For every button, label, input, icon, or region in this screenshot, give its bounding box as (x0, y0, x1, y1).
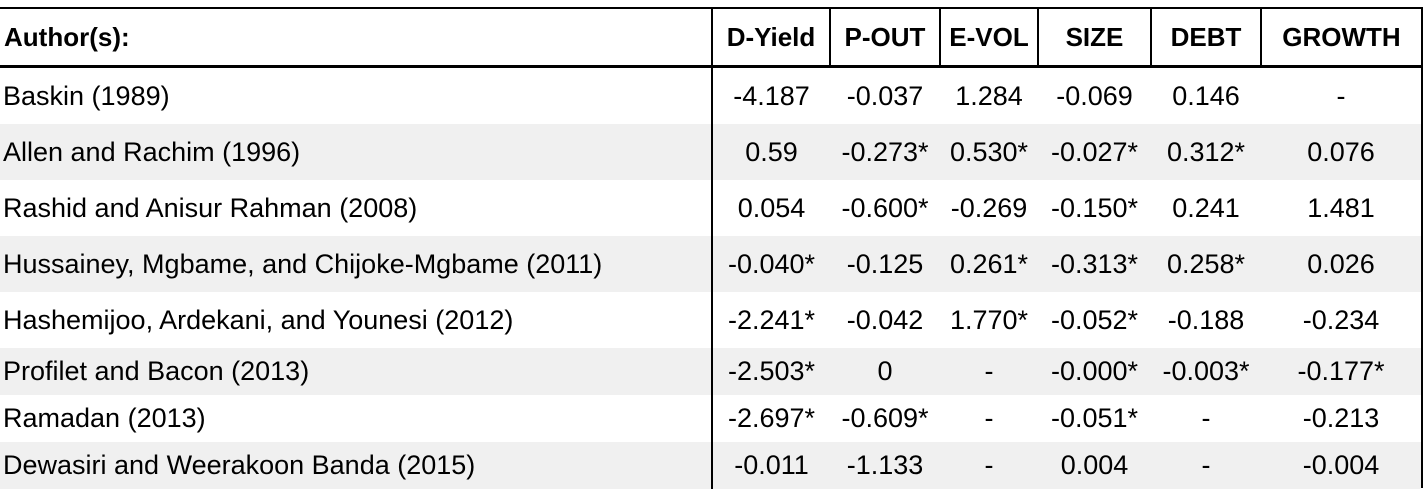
growth-cell: - (1261, 67, 1421, 125)
table-body (0, 67, 1421, 490)
d-yield-cell: -2.241* (712, 292, 830, 348)
p-out-cell: -0.037 (830, 67, 940, 125)
debt-cell: 0.241 (1151, 180, 1261, 236)
author-cell: Profilet and Bacon (2013) (0, 348, 712, 395)
size-cell: -0.313* (1038, 236, 1151, 292)
table-row (0, 180, 1421, 236)
growth-cell: 0.076 (1261, 124, 1421, 180)
author-cell: Ramadan (2013) (0, 395, 712, 442)
table-row (0, 348, 1421, 395)
growth-cell: -0.177* (1261, 348, 1421, 395)
regression-table (0, 7, 1423, 488)
column-header-p-out: P-OUT (830, 9, 940, 67)
author-cell: Dewasiri and Weerakoon Banda (2015) (0, 442, 712, 489)
size-cell: -0.000* (1038, 348, 1151, 395)
column-header-d-yield: D-Yield (712, 9, 830, 67)
size-cell: -0.027* (1038, 124, 1151, 180)
size-cell: -0.051* (1038, 395, 1151, 442)
size-cell: 0.004 (1038, 442, 1151, 489)
column-header-growth: GROWTH (1261, 9, 1421, 67)
d-yield-cell: -2.697* (712, 395, 830, 442)
author-cell: Rashid and Anisur Rahman (2008) (0, 180, 712, 236)
debt-cell: - (1151, 395, 1261, 442)
e-vol-cell: 1.284 (940, 67, 1038, 125)
author-cell: Hussainey, Mgbame, and Chijoke-Mgbame (2011) (0, 236, 712, 292)
p-out-cell: 0 (830, 348, 940, 395)
e-vol-cell: 0.530* (940, 124, 1038, 180)
table-row (0, 124, 1421, 180)
column-header-debt: DEBT (1151, 9, 1261, 67)
debt-cell: 0.146 (1151, 67, 1261, 125)
e-vol-cell: - (940, 442, 1038, 489)
p-out-cell: -0.273* (830, 124, 940, 180)
size-cell: -0.150* (1038, 180, 1151, 236)
growth-cell: 1.481 (1261, 180, 1421, 236)
d-yield-cell: -4.187 (712, 67, 830, 125)
table-row (0, 236, 1421, 292)
table-row (0, 292, 1421, 348)
e-vol-cell: 1.770* (940, 292, 1038, 348)
e-vol-cell: -0.269 (940, 180, 1038, 236)
d-yield-cell: -0.011 (712, 442, 830, 489)
e-vol-cell: - (940, 348, 1038, 395)
e-vol-cell: 0.261* (940, 236, 1038, 292)
p-out-cell: -1.133 (830, 442, 940, 489)
e-vol-cell: - (940, 395, 1038, 442)
d-yield-cell: -2.503* (712, 348, 830, 395)
column-header-author: Author(s): (0, 9, 712, 67)
column-header-e-vol: E-VOL (940, 9, 1038, 67)
debt-cell: 0.312* (1151, 124, 1261, 180)
table-row (0, 395, 1421, 442)
debt-cell: -0.188 (1151, 292, 1261, 348)
author-cell: Hashemijoo, Ardekani, and Younesi (2012) (0, 292, 712, 348)
header-row (0, 9, 1421, 67)
column-header-size: SIZE (1038, 9, 1151, 67)
table-row (0, 442, 1421, 489)
debt-cell: - (1151, 442, 1261, 489)
table-header (0, 9, 1421, 67)
d-yield-cell: -0.040* (712, 236, 830, 292)
size-cell: -0.052* (1038, 292, 1151, 348)
size-cell: -0.069 (1038, 67, 1151, 125)
growth-cell: -0.004 (1261, 442, 1421, 489)
debt-cell: -0.003* (1151, 348, 1261, 395)
results-table (0, 9, 1421, 489)
author-cell: Allen and Rachim (1996) (0, 124, 712, 180)
p-out-cell: -0.600* (830, 180, 940, 236)
d-yield-cell: 0.054 (712, 180, 830, 236)
p-out-cell: -0.609* (830, 395, 940, 442)
table-row (0, 67, 1421, 125)
p-out-cell: -0.125 (830, 236, 940, 292)
author-cell: Baskin (1989) (0, 67, 712, 125)
p-out-cell: -0.042 (830, 292, 940, 348)
growth-cell: 0.026 (1261, 236, 1421, 292)
d-yield-cell: 0.59 (712, 124, 830, 180)
growth-cell: -0.234 (1261, 292, 1421, 348)
growth-cell: -0.213 (1261, 395, 1421, 442)
debt-cell: 0.258* (1151, 236, 1261, 292)
